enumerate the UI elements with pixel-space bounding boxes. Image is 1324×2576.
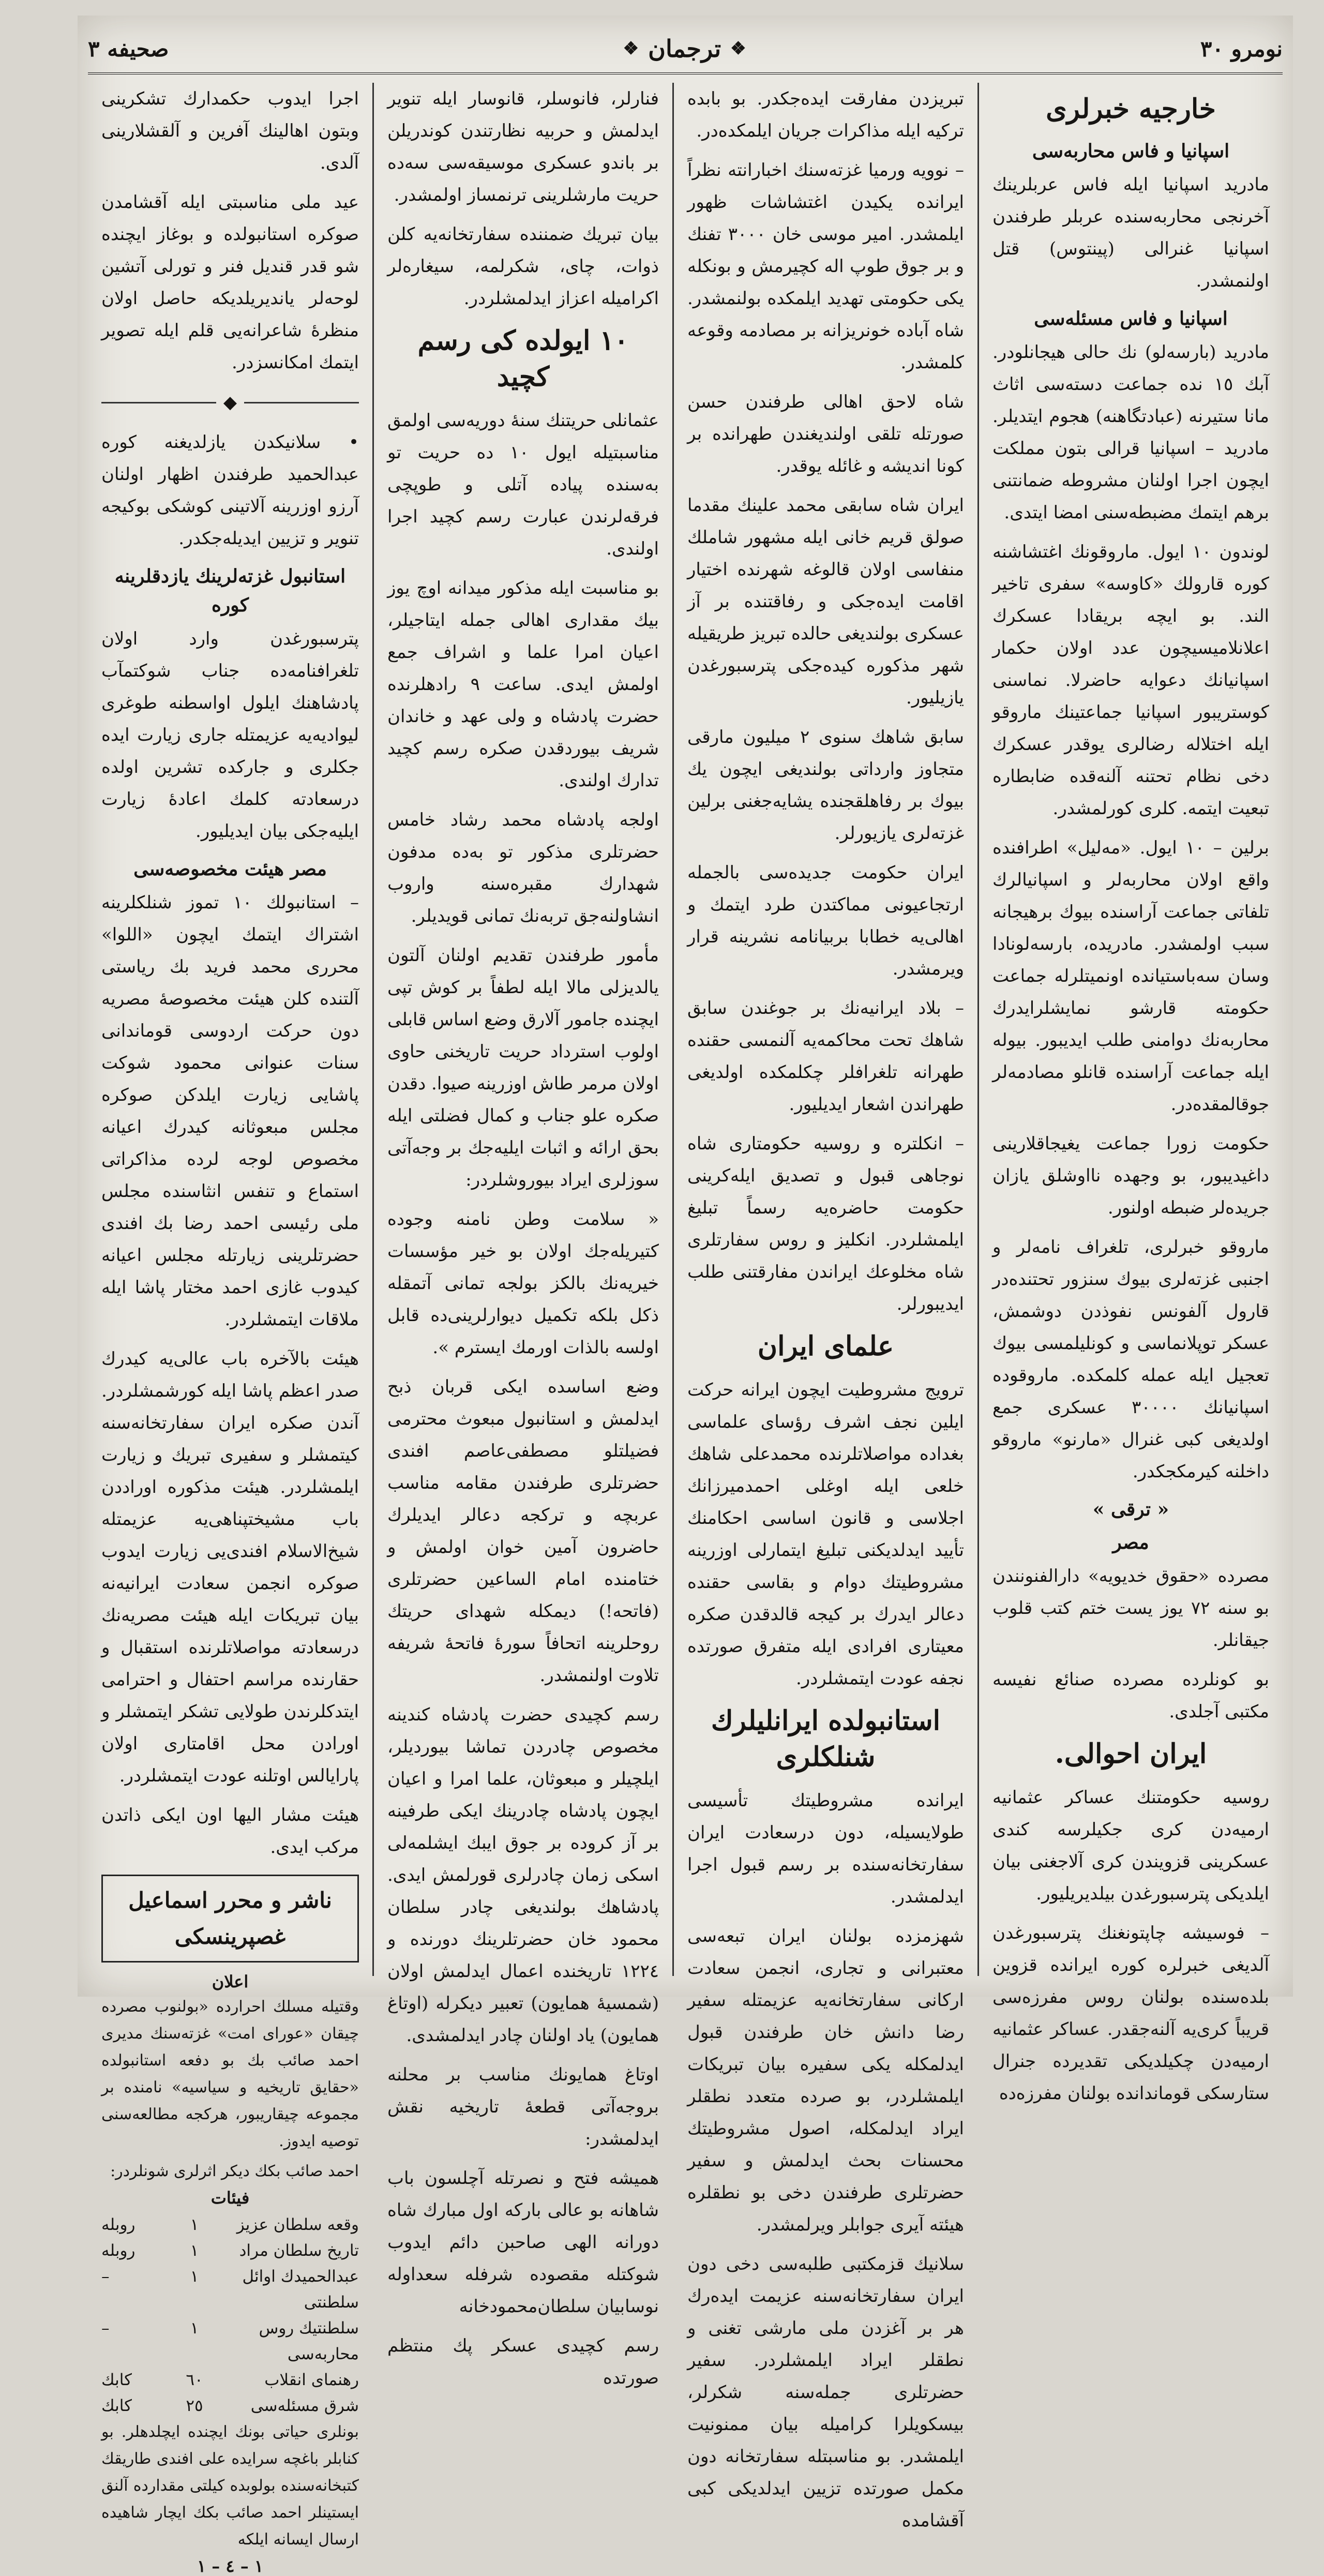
price-row: عبدالحمیدك اوائل سلطنتی ١ – xyxy=(101,2267,359,2312)
article-paragraph: – فوسیشه چاپتونغنك پترسبورغدن آلدیغی خبرلره کوره ایرانده قزوین بلده‌سنده بولنان روس مفرزه‌سی قریباً کری‌یه آلنه‌جقدر. عساکر عثمانیه ارمیه‌دن چکیلدیکی تقدیرده جنرال ستارسکی قوماندانده بولنان مفرزه‌ده xyxy=(992,1923,1269,2104)
section-heading: خارجیه خبرلری xyxy=(1046,93,1216,125)
article-paragraph: • سلانیکدن یازلدیغنه کوره عبدالحمید طرفندن اظهار اولنان آرزو اوزرینه آلاتینی کوشکی بوکیجه تنویر و تزیین ایدیله‌جکدر. xyxy=(101,432,359,549)
article-paragraph: اوتاغ همایونك مناسب بر محلنه بروجه‌آتی قطعهٔ تاریخیه نقش ایدلمشدر: xyxy=(387,2064,659,2149)
article-paragraph: مأمور طرفندن تقدیم اولنان آلتون یالدیزلی مالا ایله لطفاً بر کوش تپی ایچنده جامور آلارق وضع اساس قابلی اولوب استرداد حریت تاریخنی حاوی اولان مرمر طاش اوزرینه صیوا. دقدن صکره علو جناب و کمال فضلتی ایله بحق ارائه و اثبات ایلیه‌جك بر وجه‌آتی سوزلری ایراد بیوروشلردر: xyxy=(387,945,659,1190)
ad-footer-mark: ١ – ٤ – ١ xyxy=(197,2556,264,2576)
article-paragraph: اولجه پادشاه محمد رشاد خامس حضرتلری مذکور تو به‌ده مدفون شهدارك مقبره‌سنه واروب انشاولنه‌جق تربه‌نك تمانی قویدیلر. xyxy=(387,810,659,926)
ornament-icon: ❖ xyxy=(730,38,746,59)
price-row: سلطنتیك روس محاربه‌سی ١ – xyxy=(101,2319,359,2363)
section-heading: استانبولده ایرانلیلرك شنلکلری xyxy=(711,1705,941,1773)
article-paragraph: بو مناسبت ایله مذکور میدانه اوچ یوز بیك مقداری اهالی جمله ایتاجیلر، اعیان امرا علما و اشراف جمع اولمش ایدی. ساعت ٩ رادهلرنده حضرت پادشاه و ولی عهد و خاندان شریف بیوردقدن صکره رسم کچید تدارك اولندی. xyxy=(387,578,659,791)
article-paragraph: برلین – ١٠ ایول. «مه‌لیل» اطرافنده واقع اولان محاربه‌لر و اسپانیالرك تلفاتی جماعت آراسنده بیوك برهیجانه سبب اولمشدر. مادریده، بارسه‌لونادا وسان سه‌باستیانده اونمیتلرله جماعت حکومته قارشو نمایشلرایدرك محاربه‌نك دوامنی طلب ایدیبور. بیوله ایله جماعت آراسنده قانلو مصادمه‌لر جوقالمقده‌در. xyxy=(992,837,1269,1115)
article-paragraph: – بلاد ایرانیه‌نك بر جوغندن سابق شاهك تحت محاکمه‌یه آلنمسی حقنده طهرانه تلغرافلر چکلمکده اولدیغی طهراندن اشعار ایدیلیور. xyxy=(687,998,964,1115)
article-paragraph: مادرید اسپانیا ایله فاس عربلرینك آخرنجی محاربه‌سنده عربلر طرفندن اسپانیا غنرالی (پینتوس) قتل اولنمشدر. xyxy=(992,174,1269,291)
article-paragraph: عثمانلی حریتنك سنهٔ دوریه‌سی اولمق مناسبتیله ایول ١٠ ده حریت تو به‌سنده پیاده آتلی و طوپچی فرقه‌لرندن عبارت رسم کچید اجرا اولندی. xyxy=(387,410,659,559)
subheading: مصر xyxy=(1112,1532,1149,1553)
verse-paragraph: همیشه فتح و نصرتله آچلسون باب شاهانه بو عالی بارکه اول مبارك شاه دورانه الهی صاحبن دائم ایدوب شوکتله مقصوده شرفله سعداوله نوسابیان سلطان‌محمودخانه xyxy=(387,2168,659,2317)
diamond-icon: ◆ xyxy=(223,392,237,413)
advertisement xyxy=(101,1972,359,2576)
article-paragraph: ایران شاه سابقی محمد علینك مقدما صولق قریم خانی ایله مشهور شاملك منفاسی اولان قالوغه شهرنده اختیار اقامت ایده‌جکی و رفاقتنده بر آز عسکری بولندیغی حالده تبریز طریقیله شهر مذکوره کیده‌جکی پترسبورغدن یازیلیور. xyxy=(687,495,964,708)
publisher-box xyxy=(101,1875,359,1963)
column-parade xyxy=(372,83,672,2388)
article-paragraph: ایرانده مشروطیتك تأسیسی طولایسیله، دون درسعادت ایران سفارتخانه‌سنده بر رسم قبول اجرا ایدلمشدر. xyxy=(687,1790,964,1907)
article-paragraph: ایران حکومت جدیده‌سی بالجمله ارتجاعیونی مماکتدن طرد ایتمك و اهالی‌یه خطابا بربیانامه نشرینه قرار ویرمشدر. xyxy=(687,862,964,979)
section-heading: علمای ایران xyxy=(757,1330,894,1362)
price-row: شرق مسئله‌سی ٢٥ کابك xyxy=(101,2397,359,2415)
article-paragraph: ترویج مشروطیت ایچون ایرانه حرکت ایلین نجف اشرف رؤسای علماسی بغداده مواصلاتلرنده محمدعلی شاهك خلعی ایله اوغلی احمدمیرزانك اجلاسی و قانون اساسی احکامنك تأیید ایدلدیکنی تبلیغ ایتمارلی اوزرینه مشروطیتك دوام و بقاسی حقنده دعالر ایدرك بر کیجه قالدقدن صکره معیتاری افرادی ایله متفرق صورتده نجفه عودت ایتمشلردر. xyxy=(687,1380,964,1689)
subheading: اسپانیا و فاس محاربه‌سی xyxy=(1032,140,1230,162)
price-list-heading: فیئات xyxy=(210,2188,250,2208)
ad-paragraph: وقتیله مسلك احرارده «بولنوب مصرده چیقان «عورای امت» غزته‌سنك مدیری احمد صائب بك بو دفعه استانبولده «حقایق تاریخیه و سیاسیه» نامنده بر مجموعه چیقاریبور، هرکجه مطالعه‌سنی توصیه ایدوز. xyxy=(101,1998,359,2150)
article-paragraph: وضع اساسده ایکی قربان ذبح ایدلمش و استانبول مبعوث محترمی فضیلتلو مصطفی‌عاصم افندی حضرتلری طرفندن مقامه مناسب عربچه و ترکجه دعالر ایدیلرك حاضرون آمین خوان اولمش و ختامنده امام الساعین حضرتلری (فاتحه!) دیمکله شهدای حریتك روحلرینه اتحافاً سورهٔ فاتحهٔ شریفه تلاوت اولنمشدر. xyxy=(387,1376,659,1686)
columns xyxy=(88,83,1283,2576)
article-paragraph: بیان تبریك ضمننده سفارتخانه‌یه کلن ذوات، چای، شکرلمه، سیغاره‌لر اکرامیله اعزاز ایدلمشلردر. xyxy=(387,224,659,309)
newspaper-page xyxy=(78,16,1293,2576)
ad-paragraph: احمد صائب بکك دیکر اثرلری شونلردر: xyxy=(110,2162,359,2180)
masthead xyxy=(88,25,1283,74)
source-credit: « ترقی » xyxy=(1092,1499,1169,1520)
article-paragraph: رسم کچیدی عسکر پك منتظم صورتده xyxy=(387,2335,659,2388)
article-paragraph: بو کونلرده مصرده صنائع نفیسه مکتبی آجلدی. xyxy=(992,1669,1269,1722)
article-paragraph: – انکلتره و روسیه حکومتاری شاه نوجاهی قبول و تصدیق ایله‌کرینی حکومت حاضره‌یه رسماً تبلیغ ایلمشلردر. انکلیز و روس سفارتلری شاه مخلوعك ایراندن مفارقتنی طلب ایدیبورلر. xyxy=(687,1133,964,1314)
column-iran-news xyxy=(672,83,977,2531)
divider-line xyxy=(101,402,216,403)
article-paragraph: تبریزدن مفارقت ایده‌جکدر. بو بابده ترکیه ایله مذاکرات جریان ایلمکده‌در. xyxy=(687,88,964,141)
subheading: مصر هیئت مخصوصه‌سی xyxy=(133,858,327,880)
article-paragraph: عید ملی مناسبتی ایله آقشامدن صوکره استانبولده و بوغاز ایچنده شو قدر قندیل فنر و تورلی آتشین لوحه‌لر یاندیریلدیکه حاصل اولان منظرهٔ شاعرانه‌یی قلم ایله تصویر ایتمك امکانسزدر. xyxy=(101,192,359,373)
section-heading: ایران احوالی. xyxy=(1055,1738,1207,1770)
article-paragraph: هیئت مشار الیها اون ایکی ذاتدن مرکب ایدی. xyxy=(101,1805,359,1858)
article-paragraph: مادرید (بارسه‌لو) نك حالی هیجانلودر. آبك ١٥ نده جماعت دسته‌سی اثاث مانا ستیرنه (عبادتگاهنه) هجوم ایتدیلر. مادرید – اسپانیا قرالی بتون مملکت ایچون اجرا اولنان مشروطه ضمانتنی برهم ایتمك مضبطه‌سنی امضا ایتدی. xyxy=(992,342,1269,523)
article-paragraph: شاه لاحق اهالی طرفندن حسن صورتله تلقی اولندیغندن طهرانده بر کونا اندیشه و غائله یوقدر. xyxy=(687,392,964,476)
page-number: صحیفه ٣ xyxy=(88,36,169,62)
subheading: اسپانیا و فاس مسئله‌سی xyxy=(1034,308,1228,330)
article-paragraph: رسم کچیدی حضرت پادشاه کندینه مخصوص چادردن تماشا بیوردیلر، ایلچیلر و مبعوثان، علما امرا و اعیان ایچون پادشاه چادرینك ایکی طرفینه بر آز کروده بر جوق ایبك ایشلمه‌لی اسکی زمان چادرلری قورلمش ایدی. پادشاهك بولندیغی چادر سلطان محمود خان حضرتلرینك دورنده و ١٢٢٤ تاریخنده اعمال ایدلمش اولان (شمسیهٔ همایون) تعبیر دیکرله (اوتاغ همایون) یاد اولنان چادر ایدلمشدی. xyxy=(387,1704,659,2046)
article-paragraph: پترسبورغدن وارد اولان تلغرافنامه‌ده جناب شوکتمآب پادشاهنك ایلول اواسطنه طوغری لیوادیه‌یه عزیمتله جاری زیارت ایده جکلری و جارکده تشرین اولده درسعادته کلمك اعادهٔ زیارت ایلیه‌جکی بیان ایدیلیور. xyxy=(101,628,359,842)
section-heading: ١٠ ایولده کی رسم کچید xyxy=(417,325,629,393)
column-local-news xyxy=(88,83,372,2576)
article-paragraph: سابق شاهك سنوی ٢ میلیون مارقی متجاوز وارداتی بولندیغی ایچون یك بیوك بر رفاهلقجنده یشایه‌جغنی برلین غزته‌لری یازیورلر. xyxy=(687,727,965,844)
price-row: تاریخ سلطان مراد ١ روبله xyxy=(101,2241,359,2260)
article-paragraph: اجرا ایدوب حکمدارك تشکرینی وبتون اهالینك آفرین و آلقشلارینی آلدی. xyxy=(101,88,359,173)
article-paragraph: فنارلر، فانوسلر، قانوسار ایله تنویر ایدلمش و حربیه نظارتندن کوندریلن بر باندو عسکری موسیقه‌سی سه‌ده حریت مارشلرینی ترنمساز اولمشدر. xyxy=(387,88,659,205)
article-paragraph: « سلامت وطن نامنه وجوده کتیریله‌جك اولان بو خیر مؤسسات خیریه‌نك بالکز بولجه تمانی آتمقله ذکل بلکه تکمیل دیوارلرینی‌ده قابل اولسه بالذات اورمك ایسترم ». xyxy=(387,1209,659,1358)
price-row: رهنمای انقلاب ٦٠ کابك xyxy=(101,2371,359,2389)
article-paragraph: شهزمزده بولنان ایران تبعه‌سی معتبرانی و تجاری، انجمن سعادت ارکانی سفارتخانه‌یه عزیمتله سفیر رضا دانش خان طرفندن قبول ایدلمکله یکی سفیره بیان تبریکات ایلمشلردر، بو صرده متعدد نطقلر ایراد ایدلمکله، اصول مشروطیتك محسنات بحث ایدلمش و سفیر حضرتلری طرفندن دخی بو نطقلره هیئته آیری جوابلر ویرلمشدر. xyxy=(687,1926,964,2235)
article-paragraph: مصرده «حقوق خدیویه» دارالفنونندن بو سنه ٧٢ یوز یست ختم کتب قلوب جیقانلر. xyxy=(992,1566,1270,1651)
ad-paragraph: بونلری حیاتی بونك ایچنده ایچلدهلر. بو کنابلر باغچه سرایده علی افندی طاریقك کتبخانه‌سنده بولوبده کیلتی مقدارده آلنق ایستینلر احمد صائب بکك ایچار شاهیده ارسال ایسانه ایلکه xyxy=(101,2423,359,2549)
article-paragraph: حکومت زورا جماعت یغیجاقلارینی داغیدیبور، بو وجهده نااوشلق یازان جریده‌لر ضبطه اولنور. xyxy=(992,1133,1269,1218)
issue-number: نومرو ٣٠ xyxy=(1200,36,1283,62)
ornament-icon: ❖ xyxy=(623,38,639,59)
article-paragraph: لوندون ١٠ ایول. ماروقونك اغتشاشنه کوره قارولك «کاوسه» سفری تاخیر الند. بو ایچه بریقادا عسکرك اعلانلامیسیچون عدد اولان حکمار اسپانیانك دعوایه حاضرلا. نماسنی کوستریبور اسپانیا جماعتینك ماروقو ایله اختلاله رضالری یوقدر عسکرك دخی نظام تحتنه آلنه‌قده ضابطاره تبعیت ایتمه. کلری کورلمشدر. xyxy=(992,542,1269,819)
article-paragraph: روسیه حکومتنك عساکر عثمانیه ارمیه‌دن کری جکیلرسه کندی عسکرینی قزویندن کری آلاجغنی بیان ایلدیکی پترسبورغدن بیلدیریلیور. xyxy=(992,1787,1269,1904)
newspaper-title-block xyxy=(623,35,746,63)
ornamental-divider xyxy=(101,392,359,413)
price-row: وقعه سلطان عزیز ١ روبله xyxy=(101,2215,359,2234)
column-foreign-news xyxy=(977,83,1283,2104)
article-paragraph: ماروقو خبرلری، تلغراف نامه‌لر و اجنبی غزته‌لری بیوك سنزور تحتنده‌در قارول آلفونس نفوذدن دوشمش، عسکر توپلانماسی و کونلیلمسی بیوك تعجیل ایله عمله کلمکده. ماروقوده اسپانیانك ٣٠٠٠٠ عسکری جمع اولدیغی کبی غنرال «مارنو» ماروقو داخلنه کیرمکجکدر. xyxy=(992,1237,1270,1482)
article-paragraph: سلانیك قزمکتبی طلبه‌سی دخی دون ایران سفارتخانه‌سنه عزیمت ایده‌رك هر بر آغزدن ملی مارشی تغنی و نطقلر ایراد ایلمشلردر. سفیر حضرتلری جمله‌سنه شکرلر، بیسکویلرا کرامیله بیان ممنونیت ایلمشدر. بو مناسبتله سفارتخانه دون مکمل صورتده تزیین ایدلدیکی کبی آقشامده xyxy=(687,2254,964,2531)
article-paragraph: هیئت بالآخره باب عالی‌یه کیدرك صدر اعظم پاشا ایله کورشمشلردر. آندن صکره ایران سفارتخانه‌سنه کیتمشلر و سفیری تبریك و زیارت ایلمشلردر. هیئت مذکوره اوراددن باب مشیختپناهی‌یه عزیمتله شیخ‌الاسلام افندی‌یی زیارت ایدوب صوکره انجمن سعادت ایرانیه‌نه بیان تبریکات ایله هیئت مصریه‌نك درسعادته مواصلاتلرنده استقبال و حقارنده مراسم احتفال و احترامی ایتدکلرندن طولایی تشکر ایتمشلر و اورادن محل اقامتاری اولان پارایالس اوتلنه عودت ایتمشلردر. xyxy=(101,1349,359,1786)
price-list xyxy=(101,2212,359,2419)
article-paragraph: – نوو‌یه ورمیا غزته‌سنك اخبارانته نظراً ایرانده یکیدن اغتشاشات ظهور ایلمشدر. امیر موسی خان ٣٠٠٠ تفنك و بر جوق طوپ اله کچیرمش و بونکله یکی حکومتی تهدید ایلمکده بولنمشدر. شاه آباده خونریزانه بر مصادمه وقوعه کلمشدر. xyxy=(687,160,964,373)
ad-title: اعلان xyxy=(212,1972,249,1991)
subheading: استانبول غزته‌لرینك یازدقلرینه کوره xyxy=(114,565,346,616)
newspaper-title: ترجمان xyxy=(648,35,721,63)
publisher-line: ناشر و محرر اسماعیل غصپرینسکی xyxy=(128,1888,332,1949)
article-paragraph: – استانبولك ١٠ تموز شنلکلرینه اشتراك ایتمك ایچون «اللوا» محرری محمد فرید بك ریاستی آلتنده کلن هیئت مخصوصهٔ مصریه دون حرکت اردوسی قوماندانی سنات عنوانی محمود شوکت پاشایی زیارت ایلدکن صوکره مجلس مبعوثانه کیدرك اعیانه مخصوص لوجه لرده مذاکراتی استماع و تنفس انثاسنده مجلس ملی رئیسی احمد رضا بك افندی حضرتلرینی زیارتله مجلس اعیانه کیدوب غازی احمد مختار پاشا ایله ملاقات ایتمشلردر. xyxy=(101,892,359,1330)
divider-line xyxy=(244,402,359,403)
